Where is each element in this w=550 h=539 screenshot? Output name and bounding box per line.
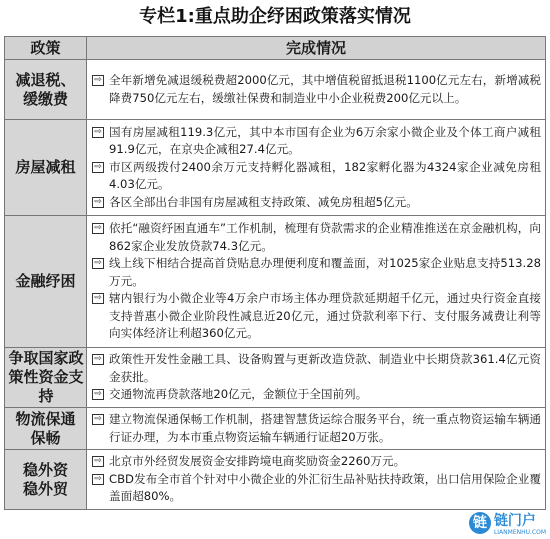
arrow-box-icon: ⇨ — [92, 293, 104, 304]
list-item — [92, 194, 541, 212]
item-text: 全年新增免减退缓税费超2000亿元，其中增值税留抵退税1100亿元左右，新增减税降费750亿元左右，缓缴社保费和制造业中小企业税费200亿元以上。 — [109, 73, 541, 105]
list-item — [92, 220, 541, 255]
list-item — [92, 159, 541, 194]
table-row — [5, 60, 546, 120]
arrow-box-icon: ⇨ — [92, 414, 104, 425]
table-row — [5, 348, 546, 408]
arrow-box-icon: ⇨ — [92, 258, 104, 269]
policy-name — [5, 216, 87, 348]
policy-label: 房屋减租 — [15, 158, 76, 176]
policy-name — [5, 450, 87, 510]
table-row — [5, 450, 546, 510]
watermark — [469, 509, 546, 537]
list-item — [92, 453, 541, 471]
policy-name — [5, 408, 87, 450]
result-cell — [87, 60, 546, 120]
policy-label: 金融纾困 — [15, 272, 76, 290]
list-item — [92, 471, 541, 506]
policy-label: 减退税、缓缴费 — [15, 70, 76, 108]
list-item — [92, 386, 541, 404]
list-item — [92, 290, 541, 343]
watermark-logo-icon: 链 — [469, 512, 491, 534]
policy-name — [5, 60, 87, 120]
item-text: 线上线下相结合提高首贷贴息办理便利度和覆盖面，对1025家企业贴息支持513.28万元。 — [109, 256, 541, 288]
table-header-row — [5, 37, 546, 60]
policy-name — [5, 348, 87, 408]
arrow-box-icon: ⇨ — [92, 354, 104, 365]
policy-label: 稳外资稳外贸 — [22, 460, 68, 498]
table-row — [5, 408, 546, 450]
list-item — [92, 411, 541, 446]
watermark-text-block — [494, 510, 546, 536]
list-item — [92, 351, 541, 386]
arrow-box-icon: ⇨ — [92, 162, 104, 173]
watermark-subtext: LIANMENHU.COM — [493, 529, 546, 536]
watermark-text: 链门户 — [493, 513, 536, 529]
item-text: 政策性开发性金融工具、设备购置与更新改造贷款、制造业中长期贷款361.4亿元资金获批。 — [109, 352, 541, 384]
result-cell — [87, 348, 546, 408]
item-text: 市区两级拨付2400余万元支持孵化器减租，182家孵化器为4324家企业减免房租4.03亿元。 — [109, 159, 541, 192]
item-text: 依托“融资纾困直通车”工作机制，梳理有贷款需求的企业精准推送在京金融机构，向862家企业发放贷款74.3亿元。 — [109, 221, 541, 253]
arrow-box-icon: ⇨ — [92, 75, 104, 86]
page-title: 专栏1:重点助企纾困政策落实情况 — [139, 6, 411, 27]
list-item — [92, 124, 541, 159]
item-text: 国有房屋减租119.3亿元，其中本市国有企业为6万余家小微企业及个体工商户减租91.9亿元，在京央企减租27.4亿元。 — [109, 124, 541, 157]
table-row — [5, 120, 546, 216]
policy-table — [4, 36, 546, 510]
list-item — [92, 72, 541, 107]
arrow-box-icon: ⇨ — [92, 456, 104, 467]
table-body — [5, 60, 546, 510]
arrow-box-icon: ⇨ — [92, 197, 104, 208]
item-text: 北京市外经贸发展资金安排跨境电商奖励资金2260万元。 — [109, 454, 406, 469]
result-cell — [87, 408, 546, 450]
column-header-results: 完成情况 — [87, 37, 546, 60]
result-cell — [87, 120, 546, 216]
item-text: 各区全部出台非国有房屋减租支持政策、减免房租超5亿元。 — [109, 194, 418, 209]
item-text: 交通物流再贷款落地20亿元，金额位于全国前列。 — [109, 387, 368, 402]
item-text: CBD发布全市首个针对中小微企业的外汇衍生品补贴扶持政策，出口信用保险企业覆盖面超80%。 — [109, 471, 541, 504]
arrow-box-icon: ⇨ — [92, 127, 104, 138]
list-item — [92, 255, 541, 290]
arrow-box-icon: ⇨ — [92, 474, 104, 485]
arrow-box-icon: ⇨ — [92, 389, 104, 400]
result-cell — [87, 450, 546, 510]
table-row — [5, 216, 546, 348]
column-header-policy: 政策 — [5, 37, 87, 60]
policy-name — [5, 120, 87, 216]
result-cell — [87, 216, 546, 348]
item-text: 辖内银行为小微企业等4万余户市场主体办理贷款延期超千亿元，通过央行资金直接支持普惠小微企业阶段性减息近20亿元，通过贷款利率下行、支付服务减费让利等向实体经济让利超360亿元。 — [109, 291, 541, 341]
arrow-box-icon: ⇨ — [92, 223, 104, 234]
policy-label: 争取国家政策性资金支持 — [8, 349, 84, 405]
policy-label: 物流保通保畅 — [15, 409, 76, 447]
item-text: 建立物流保通保畅工作机制，搭建智慧货运综合服务平台，统一重点物资运输车辆通行证办理，为本市重点物资运输车辆通行证超20万张。 — [109, 412, 541, 444]
